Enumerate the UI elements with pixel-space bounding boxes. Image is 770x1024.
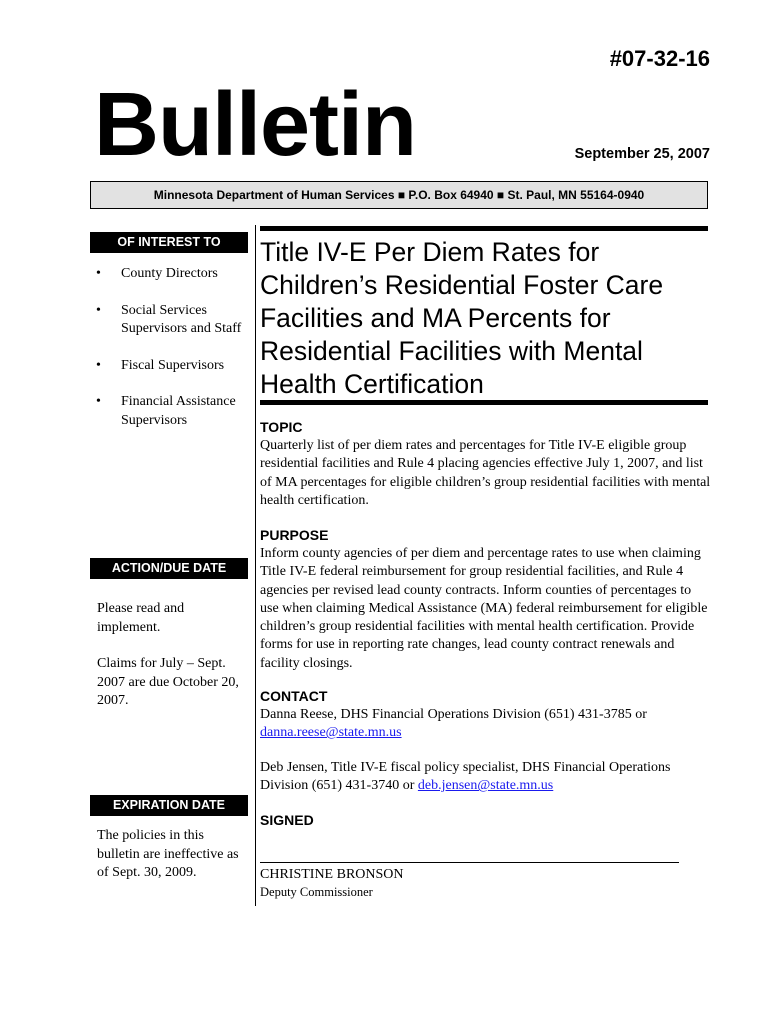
expiration-date-heading: EXPIRATION DATE [90,795,248,816]
list-item [96,357,246,376]
signed-heading: SIGNED [260,812,314,828]
list-item-text: Social Services Supervisors and Staff [121,302,242,336]
of-interest-heading: OF INTEREST TO [90,232,248,253]
bullet-icon: • [96,302,101,318]
issue-date: September 25, 2007 [574,146,710,162]
masthead-title: Bulletin [94,75,416,175]
signer-title: Deputy Commissioner [260,885,373,899]
list-item [96,302,246,339]
bullet-icon: • [96,394,101,409]
contact-1-email-link[interactable]: danna.reese@state.mn.us [260,725,402,741]
list-item [96,393,246,430]
signer-name: CHRISTINE BRONSON [260,867,404,882]
due-date-text: Claims for July – Sept. 2007 are due October 20, 2007. [97,656,239,708]
column-divider [255,225,256,906]
expiration-text: The policies in this bulletin are ineffective as of Sept. 30, 2009. [97,828,239,880]
action-text: Please read and implement. [97,601,185,635]
topic-text: Quarterly list of per diem rates and percentages for Title IV-E eligible group residential facilities and Rule 4 placing agencies effective July 1, 2007, and list of MA percentages for eligible children’s group residential facilities with mental health certification. [260,438,711,508]
list-item-text: Financial Assistance Supervisors [121,394,236,428]
purpose-text: Inform county agencies of per diem and percentage rates to use when claiming Title IV-E federal reimbursement for group residential facilities, and Rule 4 agencies per revised lead county contracts. Inform counties of percentages to use when claiming Medical Assistance (MA) federal reimbursement for eligible children’s group residential facilities with mental health certification. Provide forms for use in reporting rate changes, lead county contract renewals and facility closings. [260,546,708,671]
action-due-date-heading: ACTION/DUE DATE [90,558,248,579]
interest-list [96,265,246,448]
purpose-heading: PURPOSE [260,527,329,543]
article-title: Title IV-E Per Diem Rates for Children’s Residential Foster Care Facilities and MA Percents for Residential Facilities with Mental Health Certification [260,237,664,399]
contact-2 [260,759,712,796]
list-item-text: Fiscal Supervisors [121,357,225,373]
bulletin-number: #07-32-16 [609,46,710,71]
topic-heading: TOPIC [260,419,303,435]
bullet-icon: • [96,357,101,373]
title-top-rule [260,226,708,231]
contact-2-text: Deb Jensen, Title IV-E fiscal policy specialist, DHS Financial Operations Division (651) 431-3740 or [260,760,671,794]
list-item-text: County Directors [121,266,218,281]
title-bottom-rule [260,400,708,405]
contact-1-text: Danna Reese, DHS Financial Operations Division (651) 431-3785 or [260,707,647,722]
contact-1 [260,706,712,743]
contact-heading: CONTACT [260,688,328,704]
list-item [96,265,246,284]
signature-line [260,862,679,863]
address-bar: Minnesota Department of Human Services ■ P.O. Box 64940 ■ St. Paul, MN 55164-0940 [90,181,708,209]
contact-2-email-link[interactable]: deb.jensen@state.mn.us [417,778,554,794]
bullet-icon: • [96,266,101,281]
